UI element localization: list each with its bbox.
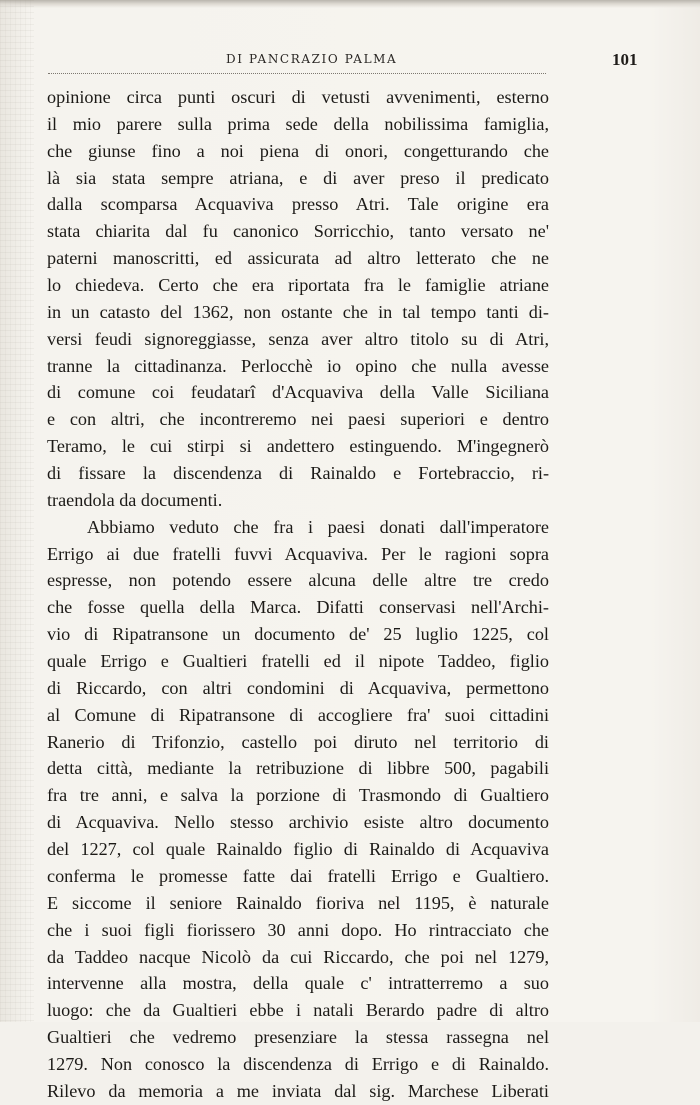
scan-margin-noise [0, 0, 34, 1022]
text-line: tranne la cittadinanza. Perlocchè io opino che nulla avesse [47, 355, 549, 376]
text-line: da Taddeo nacque Nicolò da cui Riccardo, che poi nel 1279, [47, 946, 549, 967]
text-line: lo chiedeva. Certo che era riportata fra le famiglie atriane [47, 275, 549, 296]
text-line: Errigo ai due fratelli fuvvi Acquaviva. Per le ragioni sopra [47, 543, 549, 564]
paragraph-first-line: Abbiamo veduto che fra i paesi donati dall'imperatore [87, 516, 549, 537]
text-line: di Riccardo, con altri condomini di Acquaviva, permettono [47, 677, 549, 698]
text-line: del 1227, col quale Rainaldo figlio di Rainaldo di Acquaviva [47, 839, 549, 860]
text-line: E siccome il seniore Rainaldo fioriva nel 1195, è naturale [47, 892, 549, 913]
text-line: e con altri, che incontreremo nei paesi superiori e dentro [47, 409, 549, 430]
text-line: opinione circa punti oscuri di vetusti avvenimenti, esterno [47, 87, 549, 107]
text-line: che i suoi figli fiorissero 30 anni dopo. Ho rintracciato che [47, 919, 549, 940]
text-line: paterni manoscritti, ed assicurata ad altro letterato che ne [47, 248, 549, 269]
text-line: detta città, mediante la retribuzione di libbre 500, pagabili [47, 758, 549, 779]
running-title: DI PANCRAZIO PALMA [226, 52, 398, 66]
text-line: di Acquaviva. Nello stesso archivio esiste altro documento [47, 812, 549, 833]
page-number: 101 [612, 50, 638, 69]
text-line: di comune coi feudatarî d'Acquaviva della Valle Siciliana [47, 382, 549, 403]
text-line: di fissare la discendenza di Rainaldo e Fortebraccio, ri- [47, 463, 549, 484]
paragraph-end-line: traendola da documenti. [47, 489, 223, 510]
text-line: che giunse fino a noi piena di onori, congetturando che [47, 140, 549, 161]
text-line: dalla scomparsa Acquaviva presso Atri. Tale origine era [47, 194, 549, 215]
text-line: vio di Ripatransone un documento de' 25 luglio 1225, col [47, 624, 549, 645]
page-top-edge [0, 0, 700, 8]
text-line: Gualtieri che vedremo presenziare la stessa rassegna nel [47, 1027, 549, 1048]
header-rule [48, 73, 546, 74]
body-text [47, 84, 549, 1105]
text-line: che fosse quella della Marca. Difatti conservasi nell'Archi- [47, 597, 549, 618]
text-line: il mio parere sulla prima sede della nobilissima famiglia, [47, 113, 549, 134]
text-line: conferma le promesse fatte dai fratelli Errigo e Gualtiero. [47, 865, 549, 886]
text-line: stata chiarita dal fu canonico Sorricchio, tanto versato ne' [47, 221, 549, 242]
text-line: versi feudi signoreggiasse, senza aver altro titolo su di Atri, [47, 328, 549, 349]
text-line: quale Errigo e Gualtieri fratelli ed il nipote Taddeo, figlio [47, 651, 549, 672]
running-header [0, 50, 700, 74]
text-line: al Comune di Ripatransone di accogliere fra' suoi cittadini [47, 704, 549, 725]
text-line: là sia stata sempre atriana, e di aver preso il predicato [47, 167, 549, 188]
text-line: Ranerio di Trifonzio, castello poi diruto nel territorio di [47, 731, 549, 752]
text-line: luogo: che da Gualtieri ebbe i natali Berardo padre di altro [47, 1000, 549, 1021]
text-line: Teramo, le cui stirpi si andettero estinguendo. M'ingegnerò [47, 436, 549, 457]
text-line: intervenne alla mostra, della quale c' intratterremo a suo [47, 973, 549, 994]
text-line: 1279. Non conosco la discendenza di Errigo e di Rainaldo. [47, 1053, 549, 1074]
text-line: in un catasto del 1362, non ostante che in tal tempo tanti di- [47, 301, 549, 322]
text-line: espresse, non potendo essere alcuna delle altre tre credo [47, 570, 549, 591]
text-line: Rilevo da memoria a me inviata dal sig. Marchese Liberati [47, 1080, 549, 1101]
text-line: fra tre anni, e salva la porzione di Trasmondo di Gualtiero [47, 785, 549, 806]
